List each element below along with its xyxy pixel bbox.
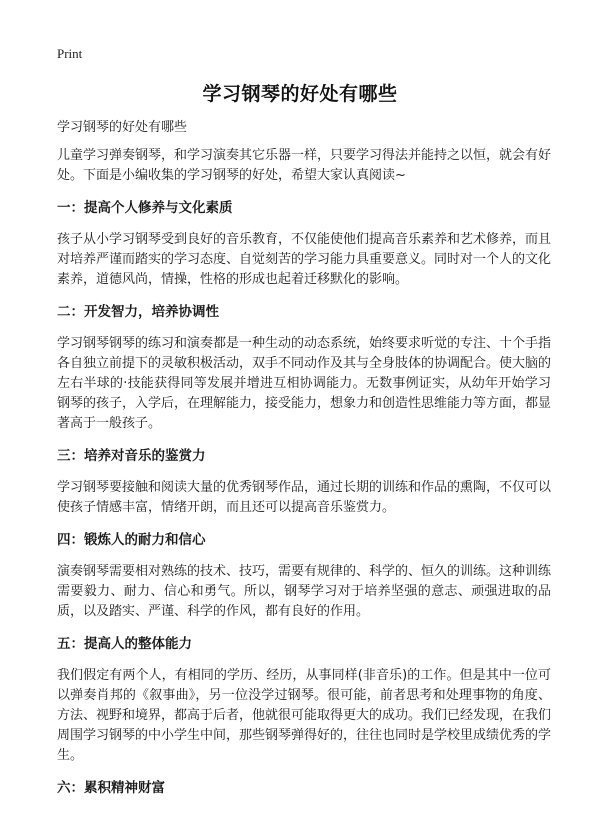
intro-paragraph: 儿童学习弹奏钢琴，和学习演奏其它乐器一样，只要学习得法并能持之以恒，就会有好处。下面是小编收集的学习钢琴的好处，希望大家认真阅读~ [57,148,552,183]
section-heading-1: 一：提高个人修养与文化素质 [57,200,233,216]
section-body-4: 演奏钢琴需要相对熟练的技术、技巧，需要有规律的、科学的、恒久的训练。这种训练需要毅力、耐力、信心和勇气。所以，钢琴学习对于培养坚强的意志、顽强进取的品质，以及踏实、严谨、科学的作风，都有良好的作用。 [57,564,552,619]
section-body-2: 学习钢琴钢琴的练习和演奏都是一种生动的动态系统，始终要求听觉的专注、十个手指各自独立前提下的灵敏积极活动，双手不同动作及其与全身肢体的协调配合。使大脑的左右半球的·技能获得同等发展并增进互相协调能力。无数事例证实，从幼年开始学习钢琴的孩子，入学后，在理解能力，接受能力，想象力和创造性思维能力等方面，都显著高于一般孩子。 [57,336,552,431]
section-heading-3: 三：培养对音乐的鉴赏力 [57,448,206,464]
section-heading-2: 二：开发智力，培养协调性 [57,304,219,320]
print-link[interactable]: Print [57,46,83,61]
section-heading-5: 五：提高人的整体能力 [57,636,192,652]
article-subtitle: 学习钢琴的好处有哪些 [57,120,188,135]
article-body [57,118,551,810]
section-body-3: 学习钢琴要接触和阅读大量的优秀钢琴作品，通过长期的训练和作品的熏陶，不仅可以使孩子情感丰富，情绪开朗，而且还可以提高音乐鉴赏力。 [57,480,552,515]
section-heading-6: 六：累积精神财富 [57,780,165,796]
section-heading-4: 四：锻炼人的耐力和信心 [57,532,206,548]
section-body-1: 孩子从小学习钢琴受到良好的音乐教育，不仅能使他们提高音乐素养和艺术修养，而且对培养严谨而踏实的学习态度、自觉刻苦的学习能力具重要意义。同时对一个人的文化素养，道德风尚，情操，性格的形成也起着迁移默化的影响。 [57,232,552,287]
page-title: 学习钢琴的好处有哪些 [202,83,398,105]
section-body-5: 我们假定有两个人，有相同的学历、经历，从事同样(非音乐)的工作。但是其中一位可以弹奏肖邦的《叙事曲》，另一位没学过钢琴。很可能，前者思考和处理事物的角度、方法、视野和境界，都高于后者，他就很可能取得更大的成功。我们已经发现，在我们周围学习钢琴的中小学生中间，那些钢琴弹得好的，往往也同时是学校里成绩优秀的学生。 [57,668,552,763]
